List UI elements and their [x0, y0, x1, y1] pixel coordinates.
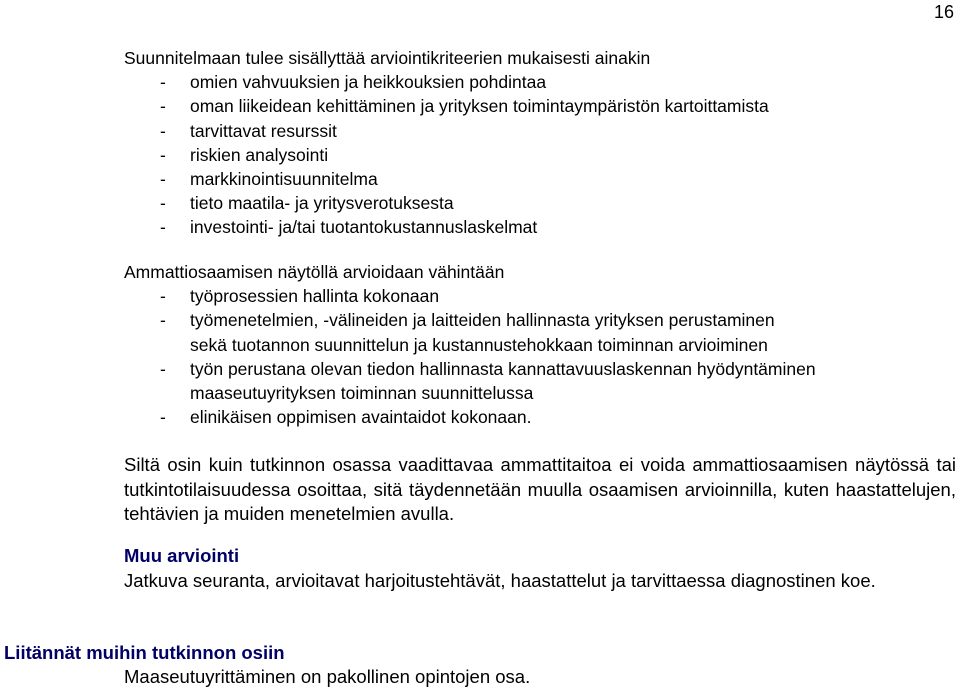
list-item — [124, 357, 954, 405]
list-item-text: elinikäisen oppimisen avaintaidot kokonaan. — [190, 407, 532, 428]
other-assessment-section — [124, 544, 954, 593]
list-item-text: työmenetelmien, -välineiden ja laitteiden hallinnasta yrityksen perustaminen sekä tuotannon suunnittelun ja kustannustehokkaan toiminnan arvioiminen — [190, 310, 775, 355]
list-item-text: investointi- ja/tai tuotantokustannuslaskelmat — [190, 217, 538, 238]
assessment-section — [124, 260, 954, 429]
list-item-text: omien vahvuuksien ja heikkouksien pohdintaa — [190, 72, 547, 93]
list-dash: - — [160, 217, 166, 238]
list-item-text: markkinointisuunnitelma — [190, 169, 378, 190]
list-dash: - — [160, 120, 166, 141]
list-item — [124, 143, 954, 167]
list-item — [124, 215, 954, 239]
list-item — [124, 167, 954, 191]
list-dash: - — [160, 72, 166, 93]
list-item-text: oman liikeidean kehittäminen ja yrityksen toimintaympäristön kartoittamista — [190, 96, 769, 117]
list-dash: - — [160, 310, 166, 331]
section-heading: Liitännät muihin tutkinnon osiin — [4, 642, 285, 663]
list-dash: - — [160, 358, 166, 379]
assessment-intro: Ammattiosaamisen näytöllä arvioidaan vähintään — [124, 262, 505, 282]
list-item-text: työn perustana olevan tiedon hallinnasta kannattavuuslaskennan hyödyntäminen maaseutuyrityksen toiminnan suunnittelussa — [190, 358, 816, 404]
list-dash: - — [160, 193, 166, 214]
other-assessment-text: Jatkuva seuranta, arvioitavat harjoitustehtävät, haastattelut ja tarvittaessa diagnostinen koe. — [124, 569, 876, 591]
list-item — [124, 284, 954, 308]
list-dash: - — [160, 286, 166, 307]
supplementary-paragraph: Siltä osin kuin tutkinnon osassa vaadittavaa ammattitaitoa ei voida ammattiosaamisen näytössä tai tutkintotilaisuudessa osoittaa, sitä täydennetään muulla osaamisen arvioinnilla, kuten haastattelujen, tehtävien ja muiden menetelmien avulla. — [124, 454, 956, 524]
list-item — [124, 308, 954, 356]
list-item-text: tarvittavat resurssit — [190, 120, 337, 141]
list-dash: - — [160, 169, 166, 190]
links-text: Maaseutuyrittäminen on pakollinen opintojen osa. — [124, 666, 531, 687]
list-item-text: tieto maatila- ja yritysverotuksesta — [190, 193, 454, 214]
list-item — [124, 94, 954, 118]
list-item — [124, 405, 954, 429]
section-heading: Muu arviointi — [124, 545, 240, 566]
list-item-text: riskien analysointi — [190, 144, 329, 165]
criteria-section — [124, 46, 954, 240]
page-number: 16 — [933, 2, 954, 22]
list-item — [124, 119, 954, 143]
list-item — [124, 191, 954, 215]
list-dash: - — [160, 407, 166, 428]
list-item-text: työprosessien hallinta kokonaan — [190, 286, 440, 307]
list-item — [124, 70, 954, 94]
list-dash: - — [160, 96, 166, 117]
list-dash: - — [160, 144, 166, 165]
criteria-intro: Suunnitelmaan tulee sisällyttää arviointikriteerien mukaisesti ainakin — [124, 48, 651, 68]
